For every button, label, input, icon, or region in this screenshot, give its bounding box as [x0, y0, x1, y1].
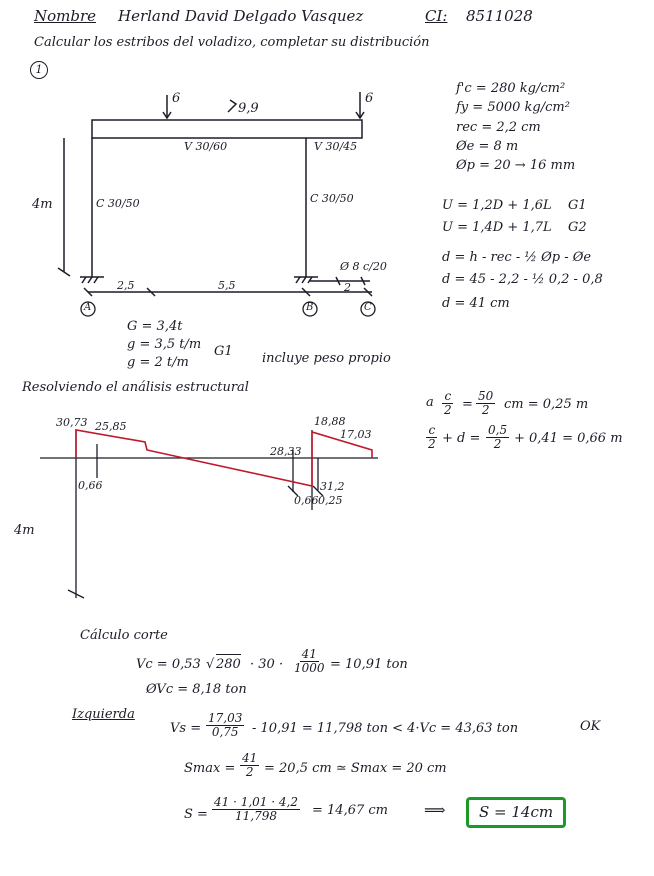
oe-value: Øe = 8 m — [456, 139, 519, 154]
c-half-fraction-2: $\frac{c}{2}$ — [428, 423, 436, 451]
fifty-half-fraction: $\frac{50}{2}$ — [478, 389, 494, 417]
smax-formula-b: = 20,5 cm ≃ Smax = 20 cm — [264, 761, 447, 776]
vs-formula-b: - 10,91 = 11,798 ton < 4·Vc = 43,63 ton — [252, 721, 519, 736]
node-a: A — [84, 302, 92, 313]
shear-x3: 0,25 — [318, 494, 343, 507]
combo-2-name: G2 — [568, 220, 587, 235]
ci-label: CI: — [425, 7, 448, 25]
node-b: B — [306, 302, 314, 313]
spacing-result-box: S = 14cm — [466, 797, 566, 828]
shear-height: 4m — [14, 523, 35, 538]
s-formula-b: = 14,67 cm — [312, 803, 388, 818]
load-g: G = 3,4t — [127, 319, 183, 334]
c-plus-d-result: + 0,41 = 0,66 m — [514, 431, 623, 446]
load-distributed: 9,9 — [238, 101, 259, 116]
d-formula: d = h - rec - ½ Øp - Øe — [442, 250, 592, 265]
problem-number: 1 — [30, 61, 48, 79]
vc-formula-a: Vc = 0,53 — [136, 657, 201, 672]
load-g1: g = 3,5 t/m — [127, 337, 202, 352]
column-right-label: C 30/50 — [310, 192, 354, 205]
vc-result: = 10,91 ton — [330, 657, 408, 672]
load-left: 6 — [172, 91, 181, 106]
combo-2: U = 1,4D + 1,7L — [442, 220, 552, 235]
fy-value: fy = 5000 kg/cm² — [456, 100, 570, 115]
side-label: Izquierda — [72, 707, 135, 722]
fc-value: f'c = 280 kg/cm² — [456, 81, 566, 96]
load-g2: g = 2 t/m — [127, 355, 189, 370]
op-value: Øp = 20 → 16 mm — [456, 158, 576, 173]
dim-c: 2 — [344, 281, 351, 294]
vc-fraction: $\frac{41}{1000}$ — [294, 647, 325, 675]
shear-x1: 0,66 — [78, 479, 103, 492]
height-label: 4m — [32, 197, 53, 212]
cut-title: Cálculo corte — [80, 628, 168, 643]
half-meter-fraction: $\frac{0,5}{2}$ — [488, 423, 508, 451]
c-half-result: cm = 0,25 m — [504, 397, 589, 412]
c-calc-a: a — [426, 395, 434, 410]
vc-radicand: 280 — [216, 654, 241, 671]
beam-left-label: V 30/60 — [184, 140, 228, 153]
c-plus-d: + d = — [442, 431, 481, 446]
shear-v2: 25,85 — [95, 420, 127, 433]
self-weight-note: incluye peso propio — [262, 351, 391, 366]
smax-fraction: $\frac{41}{2}$ — [242, 751, 258, 779]
vs-fraction: $\frac{17,03}{0,75}$ — [208, 711, 243, 739]
load-group: G1 — [214, 344, 233, 359]
s-fraction: $\frac{41 \cdot 1,01 \cdot 4,2}{11,798}$ — [214, 795, 298, 823]
vc-sqrt-sign: √ — [206, 657, 215, 672]
student-name: Herland David Delgado Vasquez — [118, 7, 364, 25]
shear-v5: 17,03 — [340, 428, 372, 441]
shear-x2: 0,66 — [294, 494, 319, 507]
task-statement: Calcular los estribos del voladizo, completar su distribución — [34, 35, 430, 50]
node-c: C — [364, 302, 372, 313]
shear-v4: 18,88 — [314, 415, 346, 428]
combo-1-name: G1 — [568, 198, 587, 213]
c-half-fraction: $\frac{c}{2}$ — [444, 389, 452, 417]
name-label: Nombre — [34, 7, 97, 25]
vc-formula-b: · 30 · — [250, 657, 284, 672]
beam-right-label: V 30/45 — [314, 140, 358, 153]
load-right: 6 — [365, 91, 374, 106]
ci-value: 8511028 — [466, 7, 533, 25]
implies-arrow: ⟹ — [424, 801, 446, 819]
dim-b: 5,5 — [218, 279, 236, 292]
d-result: d = 41 cm — [442, 296, 510, 311]
smax-formula-a: Smax = — [184, 761, 236, 776]
shear-v3: 28,33 — [270, 445, 302, 458]
rec-value: rec = 2,2 cm — [456, 120, 541, 135]
phi-vc: ØVc = 8,18 ton — [146, 682, 247, 697]
c-calc-equals: = — [462, 397, 473, 412]
analysis-title: Resolviendo el análisis estructural — [22, 380, 249, 395]
column-left-label: C 30/50 — [96, 197, 140, 210]
s-formula-a: S = — [184, 807, 208, 822]
shear-v6: 31,2 — [320, 480, 345, 493]
shear-v1: 30,73 — [56, 416, 88, 429]
dim-a: 2,5 — [117, 279, 135, 292]
stirrup-spec: Ø 8 c/20 — [340, 260, 387, 273]
d-substitution: d = 45 - 2,2 - ½ 0,2 - 0,8 — [442, 272, 603, 287]
vs-formula-a: Vs = — [170, 721, 202, 736]
check-ok: OK — [580, 719, 601, 734]
combo-1: U = 1,2D + 1,6L — [442, 198, 552, 213]
